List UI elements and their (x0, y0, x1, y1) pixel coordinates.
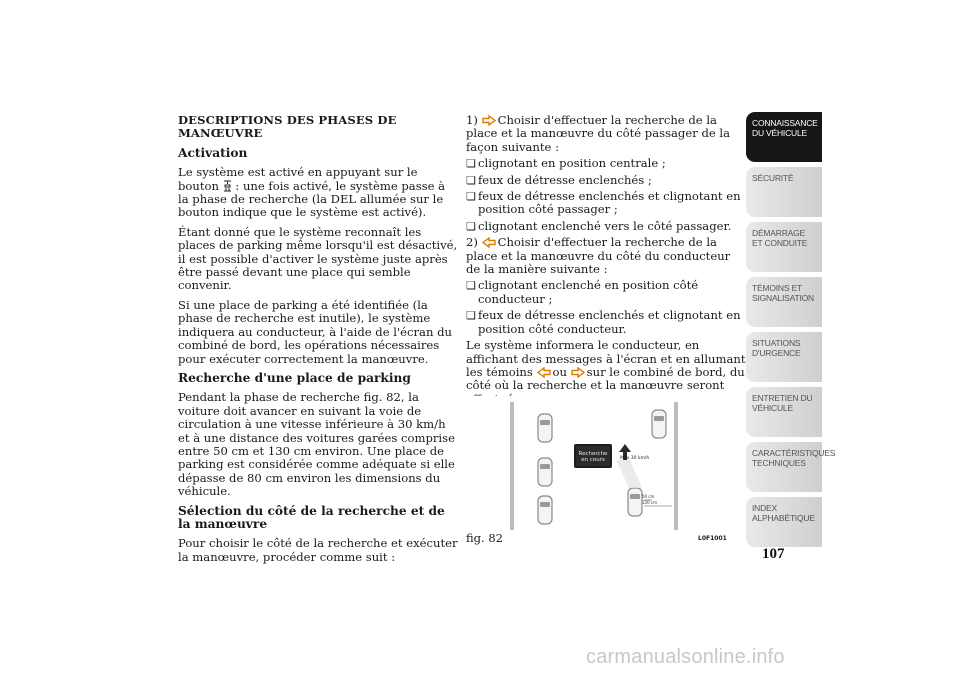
list-item-text: clignotant enclenché vers le côté passager. (478, 218, 732, 233)
activation-paragraph-2: Étant donné que le système reconnaît les places de parking même lorsqu'il est désactivé, il est possible d'activer le système juste après être passé devant une place qui semble convenir. (178, 224, 458, 293)
right-arrow-icon (482, 115, 496, 126)
step-1-list (466, 157, 748, 233)
chapter-tab-label: ENTRETIEN DU VÉHICULE (752, 393, 813, 413)
chapter-tab-label: SITUATIONS D'URGENCE (752, 338, 801, 358)
chapter-tab-label: INDEX ALPHABÉTIQUE (752, 503, 815, 523)
left-arrow-icon (482, 237, 496, 248)
speed-label: Max 30 km/h (620, 456, 650, 461)
chapter-tab-label: CARACTÉRISTIQUES TECHNIQUES (752, 448, 836, 468)
activation-paragraph-1 (178, 166, 458, 220)
list-item (466, 174, 748, 187)
activation-text-b: : une fois activé, le système passe à la phase de recherche (la DEL allumée sur le bouton indique que le système est activé). (178, 178, 446, 220)
list-item (466, 279, 748, 306)
list-item-text: feux de détresse enclenchés et clignotant en position côté passager ; (478, 189, 741, 217)
info-text-a: Le système informera le conducteur, en affichant des messages à l'écran et en allumant les témoins (466, 338, 746, 379)
side-selection-paragraph: Pour choisir le côté de la recherche et exécuter la manœuvre, procéder comme suit : (178, 536, 458, 564)
chapter-tab-label: DÉMARRAGE ET CONDUITE (752, 228, 808, 248)
list-item-text: feux de détresse enclenchés et clignotant en position côté conducteur. (478, 308, 741, 336)
checkbox-bullet-icon: ❏ (466, 173, 476, 187)
chapter-sidebar (746, 112, 836, 552)
step-2-number: 2) (466, 235, 478, 250)
list-item-text: clignotant en position centrale ; (478, 156, 666, 171)
figure-82-illustration (466, 396, 742, 546)
page-number: 107 (762, 546, 785, 562)
left-column (178, 114, 458, 570)
list-item (466, 220, 748, 233)
step-1-number: 1) (466, 113, 478, 127)
info-text-b: sur le combiné de bord, du côté où la recherche et la manœuvre seront (466, 364, 745, 393)
section-heading: DESCRIPTIONS DES PHASES DE MANŒUVRE (178, 113, 397, 141)
list-item-text: feux de détresse enclenchés ; (478, 172, 652, 187)
display-text (576, 451, 610, 463)
checkbox-bullet-icon: ❏ (466, 279, 476, 293)
checkbox-bullet-icon: ❏ (466, 309, 476, 323)
step-1-text: Choisir d'effectuer la recherche de la place et la manœuvre du côté passager de la façon suivante : (466, 113, 731, 154)
step-2-list (466, 279, 748, 336)
distance-label-1: 50 cm (642, 494, 655, 499)
chapter-tab[interactable] (746, 442, 836, 492)
left-arrow-icon (537, 367, 551, 378)
step-1 (466, 114, 748, 154)
activation-title: Activation (178, 145, 248, 160)
chapter-tab-label: SÉCURITÉ (752, 173, 794, 183)
list-item (466, 190, 748, 217)
checkbox-bullet-icon: ❏ (466, 157, 476, 171)
right-arrow-icon (571, 367, 585, 378)
info-text-or: ou (552, 364, 567, 379)
list-item (466, 157, 748, 170)
right-column (466, 114, 748, 412)
chapter-tab[interactable] (746, 167, 822, 217)
list-item (466, 309, 748, 336)
list-item-text: clignotant enclenché en position côté conducteur ; (478, 278, 699, 306)
checkbox-bullet-icon: ❏ (466, 190, 476, 204)
chapter-tab[interactable] (746, 497, 822, 547)
chapter-tab[interactable] (746, 277, 822, 327)
chapter-tab[interactable] (746, 112, 822, 162)
step-2 (466, 236, 748, 276)
search-paragraph: Pendant la phase de recherche fig. 82, la voiture doit avancer en suivant la voie de circulation à une vitesse inférieure à 30 km/h et à une distance des voitures garées comprise entre 50 cm et 130 cm environ. Une place de parking est considérée comme adéquate si elle dépasse de 80 cm environ les dimensions du véhicule. (178, 390, 455, 499)
chapter-tab[interactable] (746, 222, 822, 272)
side-selection-title: Sélection du côté de la recherche et de la manœuvre (178, 503, 445, 531)
checkbox-bullet-icon: ❏ (466, 219, 476, 233)
display-line-2: en cours (581, 457, 605, 463)
chapter-tab[interactable] (746, 387, 822, 437)
search-title: Recherche d'une place de parking (178, 370, 411, 385)
display-line-1: Recherche (578, 451, 608, 457)
chapter-tab[interactable] (746, 332, 822, 382)
activation-paragraph-3: Si une place de parking a été identifiée (la phase de recherche est inutile), le système indiquera au conducteur, à l'aide de l'écran du combiné de bord, les opérations nécessaires pour exécuter correctement la manœuvre. (178, 297, 452, 366)
distance-label-2: 130 cm (642, 500, 658, 505)
chapter-tab-label: CONNAISSANCE DU VÉHICULE (752, 118, 818, 138)
activation-text-a: Le système est activé en appuyant sur le bouton (178, 165, 418, 193)
chapter-tab-label: TÉMOINS ET SIGNALISATION (752, 283, 814, 303)
figure-caption: fig. 82 (466, 531, 503, 545)
watermark: carmanualsonline.info (586, 646, 785, 668)
figure-code: L0F1001 (698, 535, 727, 542)
step-2-text: Choisir d'effectuer la recherche de la place et la manœuvre du côté du conducteur de la manière suivante : (466, 235, 731, 277)
park-assist-button-icon (223, 180, 232, 192)
